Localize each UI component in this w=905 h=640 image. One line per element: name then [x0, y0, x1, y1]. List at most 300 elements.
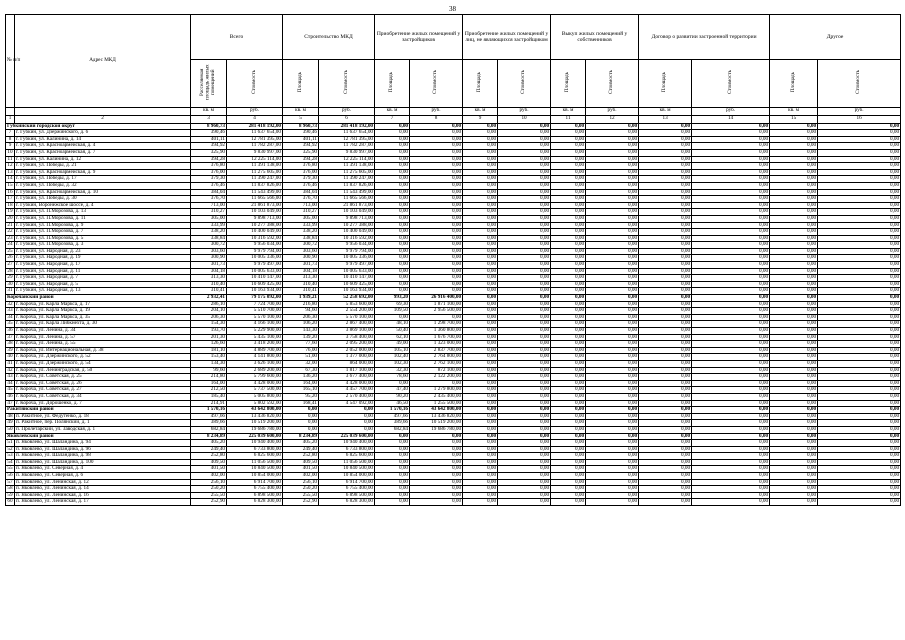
cost-cell: 0,00: [692, 163, 770, 170]
row-number: 27: [7, 261, 13, 268]
area-cell: 300,90: [283, 255, 319, 262]
area-cell: 0,00: [551, 426, 586, 433]
cost-cell: 5 570 100,00: [227, 314, 283, 321]
cost-cell: 0,00: [692, 130, 770, 137]
cost-cell: 0,00: [498, 196, 551, 203]
area-cell: 497,66: [375, 413, 410, 420]
area-cell: 256,10: [283, 479, 319, 486]
cost-cell: 0,00: [498, 486, 551, 493]
area-cell: 376,46: [191, 182, 227, 189]
area-cell: 0,00: [463, 314, 498, 321]
area-cell: 206,30: [283, 314, 319, 321]
cost-cell: 0,00: [692, 255, 770, 262]
area-cell: 0,00: [770, 400, 818, 407]
cost-cell: 0,00: [818, 492, 901, 499]
area-cell: 0,00: [375, 222, 410, 229]
area-cell: 409,50: [283, 459, 319, 466]
area-cell: 0,00: [639, 248, 692, 255]
cost-cell: 0,00: [410, 222, 463, 229]
area-cell: 0,00: [639, 440, 692, 447]
cost-cell: 0,00: [692, 202, 770, 209]
cost-cell: 0,00: [319, 407, 375, 414]
area-cell: 0,00: [375, 486, 410, 493]
cost-cell: 0,00: [692, 215, 770, 222]
cost-cell: 0,00: [410, 242, 463, 249]
cost-cell: 0,00: [818, 248, 901, 255]
cost-cell: 0,00: [498, 347, 551, 354]
area-cell: 0,00: [639, 176, 692, 183]
cost-cell: 11 665 566,00: [227, 196, 283, 203]
address-cell: п. Яковлево, ул. Северная, д. 6: [15, 473, 191, 480]
cost-cell: 0,00: [410, 268, 463, 275]
area-cell: 0,00: [463, 136, 498, 143]
subheader-area: Площадь: [283, 60, 319, 108]
cost-cell: 11 543 499,00: [319, 189, 375, 196]
cost-cell: 0,00: [410, 440, 463, 447]
column-index: 2: [15, 115, 191, 123]
cost-cell: 10 005 633,00: [227, 268, 283, 275]
area-cell: 0,00: [551, 130, 586, 137]
table-body: [6, 123, 901, 505]
row-number: 50: [7, 425, 13, 432]
area-cell: 0,00: [551, 433, 586, 440]
area-cell: 300,72: [283, 242, 319, 249]
cost-cell: 0,00: [818, 268, 901, 275]
cost-cell: 9 898 713,00: [227, 215, 283, 222]
row-number: 55: [7, 465, 13, 472]
cost-cell: 0,00: [586, 426, 639, 433]
area-cell: 0,00: [375, 262, 410, 269]
address-cell: п. Яковлево, ул. Северная, д. 4: [15, 466, 191, 473]
address-cell: г. Короча, ул. Советская, д. 27: [15, 387, 191, 394]
row-number: 47: [7, 399, 13, 406]
address-cell: г. Губкин, ул. Народная, д. 23: [15, 248, 191, 255]
cost-cell: 0,00: [818, 334, 901, 341]
cost-cell: 0,00: [692, 189, 770, 196]
cost-cell: 1 323 000,00: [410, 341, 463, 348]
cost-cell: 0,00: [410, 248, 463, 255]
cost-cell: 0,00: [319, 413, 375, 420]
cost-cell: 0,00: [692, 182, 770, 189]
cost-cell: 2 554 200,00: [319, 308, 375, 315]
area-cell: 0,00: [639, 308, 692, 315]
subheader-area: Площадь: [770, 60, 818, 108]
cost-cell: 0,00: [586, 123, 639, 130]
row-number: 11: [7, 155, 13, 162]
area-cell: 94,60: [283, 308, 319, 315]
address-cell: г. Короча, ул. Советская, д. 34: [15, 393, 191, 400]
area-cell: 0,00: [639, 426, 692, 433]
cost-cell: 0,00: [692, 407, 770, 414]
area-cell: 0,00: [375, 176, 410, 183]
cost-cell: 10 400 049,00: [227, 229, 283, 236]
area-cell: 0,00: [639, 479, 692, 486]
cost-cell: 225 039 600,00: [319, 433, 375, 440]
column-index: 10: [498, 115, 551, 123]
area-cell: 0,00: [770, 215, 818, 222]
cost-cell: 0,00: [818, 479, 901, 486]
cost-cell: 0,00: [818, 328, 901, 335]
cost-cell: 0,00: [498, 413, 551, 420]
address-cell: г. Короча, ул. Дзержинского, д. 54: [15, 360, 191, 367]
area-cell: 376,80: [191, 163, 227, 170]
area-cell: 0,00: [375, 235, 410, 242]
row-number: 29: [7, 274, 13, 281]
area-cell: 0,00: [551, 255, 586, 262]
area-cell: 0,00: [551, 492, 586, 499]
cost-cell: 0,00: [586, 380, 639, 387]
row-number: 37: [7, 333, 13, 340]
area-cell: 164,00: [191, 380, 227, 387]
address-cell: г. Губкин, ул. П.Морозова, д. 7: [15, 229, 191, 236]
area-cell: 310,40: [283, 281, 319, 288]
cost-cell: 0,00: [692, 242, 770, 249]
area-cell: 0,00: [770, 407, 818, 414]
cost-cell: 0,00: [818, 288, 901, 295]
cost-cell: 1 676 700,00: [410, 334, 463, 341]
row-number: 18: [7, 201, 13, 208]
area-cell: 338,84: [283, 235, 319, 242]
unit-rub: руб.: [319, 107, 375, 115]
cost-cell: 0,00: [692, 136, 770, 143]
address-cell: г. Губкин, ул. Победы, д. 17: [15, 176, 191, 183]
row-number: 41: [7, 359, 13, 366]
cost-cell: 0,00: [586, 130, 639, 137]
area-cell: 0,00: [639, 347, 692, 354]
cost-cell: 0,00: [498, 387, 551, 394]
cost-cell: 0,00: [498, 492, 551, 499]
cost-cell: 5 435 100,00: [227, 334, 283, 341]
cost-cell: 11 390 247,00: [227, 176, 283, 183]
address-cell: г. Губкин, ул. Победы, д. 21: [15, 163, 191, 170]
area-cell: 51,00: [283, 354, 319, 361]
cost-cell: 4 889 700,00: [227, 347, 283, 354]
table-row: [6, 499, 901, 506]
cost-cell: 0,00: [586, 453, 639, 460]
area-cell: 0,00: [551, 288, 586, 295]
area-cell: 0,00: [639, 433, 692, 440]
area-cell: 0,00: [551, 466, 586, 473]
cost-cell: 0,00: [319, 426, 375, 433]
area-cell: 0,00: [463, 321, 498, 328]
area-cell: 0,00: [551, 473, 586, 480]
area-cell: 0,00: [463, 130, 498, 137]
unit-sqm: кв. м: [191, 107, 227, 115]
cost-cell: 11 056 500,00: [319, 459, 375, 466]
row-number: 57: [7, 478, 13, 485]
cost-cell: 11 056 500,00: [227, 459, 283, 466]
cost-cell: 0,00: [692, 229, 770, 236]
cost-cell: 0,00: [498, 156, 551, 163]
area-cell: 0,00: [463, 123, 498, 130]
area-cell: 0,00: [639, 380, 692, 387]
cost-cell: 0,00: [410, 492, 463, 499]
area-cell: 402,00: [283, 473, 319, 480]
cost-cell: 0,00: [410, 466, 463, 473]
address-cell: г. Короча, ул. Ленинградская, д. 50: [15, 367, 191, 374]
area-cell: 0,00: [463, 413, 498, 420]
cost-cell: 5 802 592,00: [227, 400, 283, 407]
unit-sqm: кв. м: [551, 107, 586, 115]
cost-cell: 0,00: [498, 275, 551, 282]
cost-cell: 52 258 692,00: [319, 295, 375, 302]
area-cell: 0,00: [639, 156, 692, 163]
area-cell: 713,00: [191, 202, 227, 209]
row-number: 38: [7, 340, 13, 347]
row-number: 40: [7, 353, 13, 360]
cost-cell: 0,00: [498, 242, 551, 249]
cost-cell: 0,00: [586, 314, 639, 321]
area-cell: 0,00: [639, 413, 692, 420]
area-cell: 682,84: [375, 426, 410, 433]
cost-cell: 0,00: [692, 341, 770, 348]
area-cell: 304,18: [191, 268, 227, 275]
cost-cell: 0,00: [818, 453, 901, 460]
row-number: 14: [7, 175, 13, 182]
area-cell: 0,00: [375, 182, 410, 189]
area-cell: 0,00: [639, 321, 692, 328]
area-cell: 0,00: [463, 156, 498, 163]
address-cell: п. Яковлево, ул. Шаландина, д. 98: [15, 453, 191, 460]
area-cell: 0,00: [463, 242, 498, 249]
area-cell: 379,30: [283, 176, 319, 183]
unit-rub: руб.: [410, 107, 463, 115]
cost-cell: 5 510 700,00: [227, 308, 283, 315]
area-cell: 0,00: [463, 248, 498, 255]
address-cell: г. Губкин, ул. Народная, д. 19: [15, 255, 191, 262]
cost-cell: 0,00: [692, 295, 770, 302]
cost-cell: 1 279 800,00: [410, 387, 463, 394]
area-cell: 0,00: [770, 130, 818, 137]
area-cell: 0,00: [639, 123, 692, 130]
cost-cell: 0,00: [818, 235, 901, 242]
cost-cell: 0,00: [498, 473, 551, 480]
cost-cell: 6 828 300,00: [227, 499, 283, 506]
cost-cell: 0,00: [586, 374, 639, 381]
area-cell: 0,00: [770, 123, 818, 130]
area-cell: 0,00: [375, 453, 410, 460]
area-cell: 0,00: [375, 473, 410, 480]
area-cell: 185,40: [191, 393, 227, 400]
area-cell: 204,10: [191, 308, 227, 315]
area-cell: 300,72: [191, 242, 227, 249]
area-cell: 0,00: [463, 143, 498, 150]
area-cell: 0,00: [770, 149, 818, 156]
cost-cell: 21 861 873,00: [227, 202, 283, 209]
area-cell: 0,00: [375, 123, 410, 130]
area-cell: 0,00: [770, 459, 818, 466]
cost-cell: 1 817 100,00: [319, 367, 375, 374]
address-cell: п. Яковлево, ул. Шаландина, д. 96: [15, 446, 191, 453]
cost-cell: 0,00: [586, 262, 639, 269]
area-cell: 384,04: [191, 189, 227, 196]
area-cell: 0,00: [551, 459, 586, 466]
cost-cell: 10 410 147,00: [227, 275, 283, 282]
cost-cell: 0,00: [586, 229, 639, 236]
column-index: 6: [319, 115, 375, 123]
area-cell: 0,00: [551, 347, 586, 354]
area-cell: 0,00: [463, 268, 498, 275]
area-cell: 389,66: [191, 420, 227, 427]
cost-cell: 0,00: [498, 248, 551, 255]
cost-cell: 0,00: [498, 255, 551, 262]
area-cell: 2 932,41: [191, 295, 227, 302]
area-cell: 0,00: [551, 440, 586, 447]
cost-cell: 0,00: [498, 367, 551, 374]
address-cell: г. Губкин, ул. Народная, д. 5: [15, 281, 191, 288]
cost-cell: 0,00: [410, 169, 463, 176]
cost-cell: 4 457 700,00: [319, 387, 375, 394]
area-cell: 78,60: [375, 374, 410, 381]
area-cell: 0,00: [463, 334, 498, 341]
area-cell: 0,00: [770, 440, 818, 447]
area-cell: 46,50: [375, 400, 410, 407]
area-cell: 0,00: [770, 248, 818, 255]
area-cell: 338,84: [191, 235, 227, 242]
area-cell: 0,00: [551, 156, 586, 163]
area-cell: 401,11: [191, 136, 227, 143]
cost-cell: 11 543 499,00: [227, 189, 283, 196]
area-cell: 0,00: [639, 242, 692, 249]
area-cell: 0,00: [551, 367, 586, 374]
area-cell: 402,00: [191, 473, 227, 480]
subheader-area: Площадь: [463, 60, 498, 108]
area-cell: 338,20: [283, 229, 319, 236]
cost-cell: 12 781 395,00: [319, 136, 375, 143]
header-total: Всего: [191, 15, 283, 60]
area-cell: 0,00: [551, 202, 586, 209]
area-cell: 0,00: [639, 262, 692, 269]
area-cell: 0,00: [770, 446, 818, 453]
area-cell: 0,00: [639, 235, 692, 242]
area-cell: 0,00: [375, 268, 410, 275]
area-cell: 102,30: [375, 360, 410, 367]
area-cell: 0,00: [639, 288, 692, 295]
cost-cell: 0,00: [692, 393, 770, 400]
cost-cell: 0,00: [692, 196, 770, 203]
area-cell: 193,70: [191, 328, 227, 335]
subheader-cost: Стоимость: [410, 60, 463, 108]
area-cell: 0,00: [463, 367, 498, 374]
area-cell: 497,66: [191, 413, 227, 420]
area-cell: 0,00: [375, 229, 410, 236]
cost-cell: 6 733 800,00: [319, 446, 375, 453]
area-cell: 0,00: [463, 149, 498, 156]
cost-cell: 0,00: [586, 176, 639, 183]
cost-cell: 0,00: [692, 459, 770, 466]
cost-cell: 9 956 034,00: [227, 242, 283, 249]
cost-cell: 0,00: [586, 215, 639, 222]
cost-cell: 0,00: [498, 176, 551, 183]
area-cell: 126,60: [191, 341, 227, 348]
cost-cell: 0,00: [692, 156, 770, 163]
cost-cell: 0,00: [692, 321, 770, 328]
row-number: 19: [7, 208, 13, 215]
cost-cell: 12 225 114,00: [227, 156, 283, 163]
area-cell: 0,00: [551, 308, 586, 315]
unit-blank: [6, 107, 15, 115]
area-cell: 305,00: [191, 215, 227, 222]
area-cell: 0,00: [551, 229, 586, 236]
cost-cell: 0,00: [410, 288, 463, 295]
area-cell: 0,00: [770, 473, 818, 480]
cost-cell: 1 298 700,00: [410, 321, 463, 328]
cost-cell: 0,00: [410, 446, 463, 453]
cost-cell: 0,00: [586, 459, 639, 466]
row-number: 22: [7, 228, 13, 235]
cost-cell: 0,00: [586, 209, 639, 216]
area-cell: 0,00: [551, 149, 586, 156]
page-number: 38: [449, 5, 456, 13]
area-cell: 0,00: [463, 446, 498, 453]
cost-cell: 0,00: [319, 420, 375, 427]
area-cell: 0,00: [375, 281, 410, 288]
area-cell: 376,80: [283, 163, 319, 170]
column-index: 15: [770, 115, 818, 123]
area-cell: 0,00: [463, 189, 498, 196]
cost-cell: 0,00: [818, 308, 901, 315]
cost-cell: 0,00: [586, 242, 639, 249]
address-cell: г. Короча, ул. Интернациональная, д. 38: [15, 347, 191, 354]
row-number: 43: [7, 373, 13, 380]
cost-cell: 0,00: [692, 453, 770, 460]
row-number: 58: [7, 485, 13, 492]
cost-cell: 0,00: [692, 169, 770, 176]
area-cell: 77,60: [283, 341, 319, 348]
subheader-area: Площадь: [551, 60, 586, 108]
cost-cell: 0,00: [818, 360, 901, 367]
address-cell: п. Яковлево, ул. Шаландина, д. 100: [15, 459, 191, 466]
area-cell: 0,00: [375, 209, 410, 216]
address-cell: г. Губкин, ул. Победы, д. 32: [15, 182, 191, 189]
cost-cell: 0,00: [586, 400, 639, 407]
cost-cell: 11 637 654,00: [227, 130, 283, 137]
area-cell: 0,00: [551, 262, 586, 269]
cost-cell: 0,00: [818, 169, 901, 176]
cost-cell: 0,00: [818, 215, 901, 222]
area-cell: 0,00: [551, 446, 586, 453]
area-cell: 0,00: [639, 453, 692, 460]
cost-cell: 11 782 287,00: [319, 143, 375, 150]
cost-cell: 0,00: [818, 275, 901, 282]
cost-cell: 0,00: [586, 360, 639, 367]
area-cell: 0,00: [463, 176, 498, 183]
cost-cell: 0,00: [498, 479, 551, 486]
row-number: 28: [7, 267, 13, 274]
cost-cell: 9 956 034,00: [319, 242, 375, 249]
address-cell: п. Яковлево, ул. Ленинская, д. 16: [15, 492, 191, 499]
area-cell: 0,00: [551, 393, 586, 400]
area-cell: 252,80: [191, 453, 227, 460]
cost-cell: 5 737 500,00: [227, 387, 283, 394]
area-cell: 109,50: [375, 308, 410, 315]
area-cell: 0,00: [463, 360, 498, 367]
cost-cell: 10 519 200,00: [410, 420, 463, 427]
cost-cell: 0,00: [498, 169, 551, 176]
cost-cell: 0,00: [818, 301, 901, 308]
cost-cell: 0,00: [692, 209, 770, 216]
area-cell: 0,00: [551, 196, 586, 203]
table-row: [6, 215, 901, 222]
table-row: [6, 426, 901, 433]
address-cell: г. Короча, ул. Советская, д. 25: [15, 374, 191, 381]
cost-cell: 0,00: [586, 288, 639, 295]
cost-cell: 0,00: [818, 473, 901, 480]
area-cell: 0,00: [551, 328, 586, 335]
area-cell: 0,00: [639, 334, 692, 341]
column-index: 4: [227, 115, 283, 123]
cost-cell: 3 677 400,00: [319, 374, 375, 381]
